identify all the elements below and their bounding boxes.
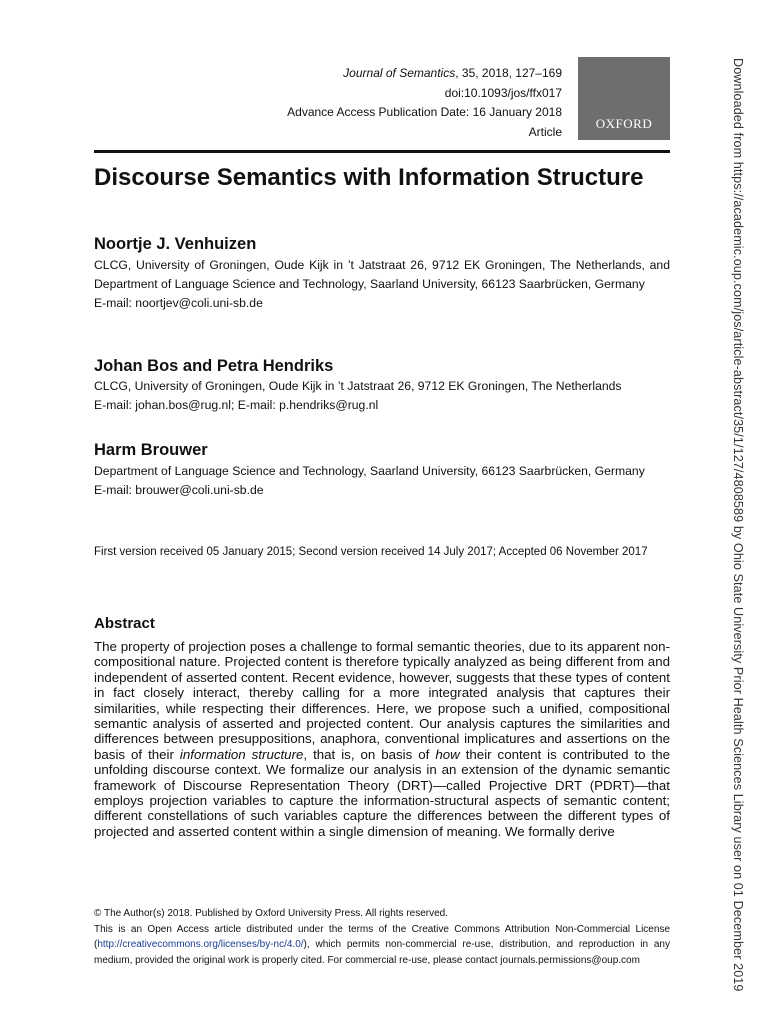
author-name: Johan Bos and Petra Hendriks (94, 357, 334, 375)
author-name: Noortje J. Venhuizen (94, 235, 257, 253)
footer-notes (94, 906, 670, 968)
header-rule (94, 150, 670, 153)
abstract-heading: Abstract (94, 615, 155, 632)
journal-header (287, 64, 562, 142)
author-affiliation: CLCG, University of Groningen, Oude Kijk in ’t Jatstraat 26, 9712 EK Groningen, The Netherlands E-mail: johan.bos@rug.nl; E-mail: p.hendriks@rug.nl (94, 377, 670, 415)
author-email[interactable]: E-mail: noortjev@coli.uni-sb.de (94, 296, 263, 310)
abstract-body: The property of projection poses a challenge to formal semantic theories, due to its apparent non-compositional nature. Projected content is therefore typically analyzed as being different from and independent of asserted content. Recent evidence, however, suggests that these types of content in fact closely interact, thereby calling for a more integrated analysis that captures their similarities, while respecting their differences. Here, we propose such a unified, compositional semantic analysis of asserted and projected content. Our analysis captures the similarities and differences between presuppositions, anaphora, conventional implicatures and assertions on the basis of their information structure, that is, on basis of how their content is contributed to the unfolding discourse context. We formalize our analysis in an extension of the dynamic semantic framework of Discourse Representation Theory (DRT)—called Projective DRT (PDRT)—that employs projection variables to capture the information-structural aspects of semantic content; different constellations of such variables capture the differences between the different types of projected and asserted content within a single dimension of meaning. We formally derive (94, 639, 671, 839)
author-name: Harm Brouwer (94, 441, 208, 459)
author-affiliation: CLCG, University of Groningen, Oude Kijk in ’t Jatstraat 26, 9712 EK Groningen, The Netherlands, and Department of Language Science and Technology, Saarland University, 66123 Saarbrücken, Germany E-mail: noortjev@coli.uni-sb.de (94, 256, 670, 313)
journal-name: Journal of Semantics (343, 66, 456, 80)
doi[interactable]: doi:10.1093/jos/ffx017 (444, 85, 562, 100)
author-affiliation: Department of Language Science and Technology, Saarland University, 66123 Saarbrücken, Germany E-mail: brouwer@coli.uni-sb.de (94, 462, 670, 500)
download-watermark: Downloaded from https://academic.oup.com/jos/article-abstract/35/1/127/4808589 by Ohio State University Prior Health Sciences Library user on 01 December 2019 (731, 58, 745, 992)
license-link[interactable]: http://creativecommons.org/licenses/by-nc/4.0/ (97, 939, 304, 950)
article-title: Discourse Semantics with Information Structure (94, 164, 644, 191)
author-email[interactable]: E-mail: brouwer@coli.uni-sb.de (94, 483, 264, 497)
journal-citation: Journal of Semantics, 35, 2018, 127–169 (343, 66, 562, 80)
submission-history: First version received 05 January 2015; Second version received 14 July 2017; Accepted 06 November 2017 (94, 546, 648, 558)
logo-text: OXFORD (595, 116, 653, 131)
copyright-line: © The Author(s) 2018. Published by Oxford University Press. All rights reserved. (94, 908, 449, 919)
publication-date: Advance Access Publication Date: 16 January 2018 (287, 105, 562, 119)
license-text: This is an Open Access article distributed under the terms of the Creative Commons Attribution Non-Commercial License (http://creativecommons.org/licenses/by-nc/4.0/), which permits non-commercial re-use, distribution, and reproduction in any medium, provided the original work is properly cited. For commercial re-use, please contact journals.permissions@oup.com (94, 923, 670, 966)
oxford-logo (578, 57, 670, 140)
author-email[interactable]: E-mail: johan.bos@rug.nl; E-mail: p.hendriks@rug.nl (94, 398, 379, 412)
article-type: Article (528, 124, 562, 139)
